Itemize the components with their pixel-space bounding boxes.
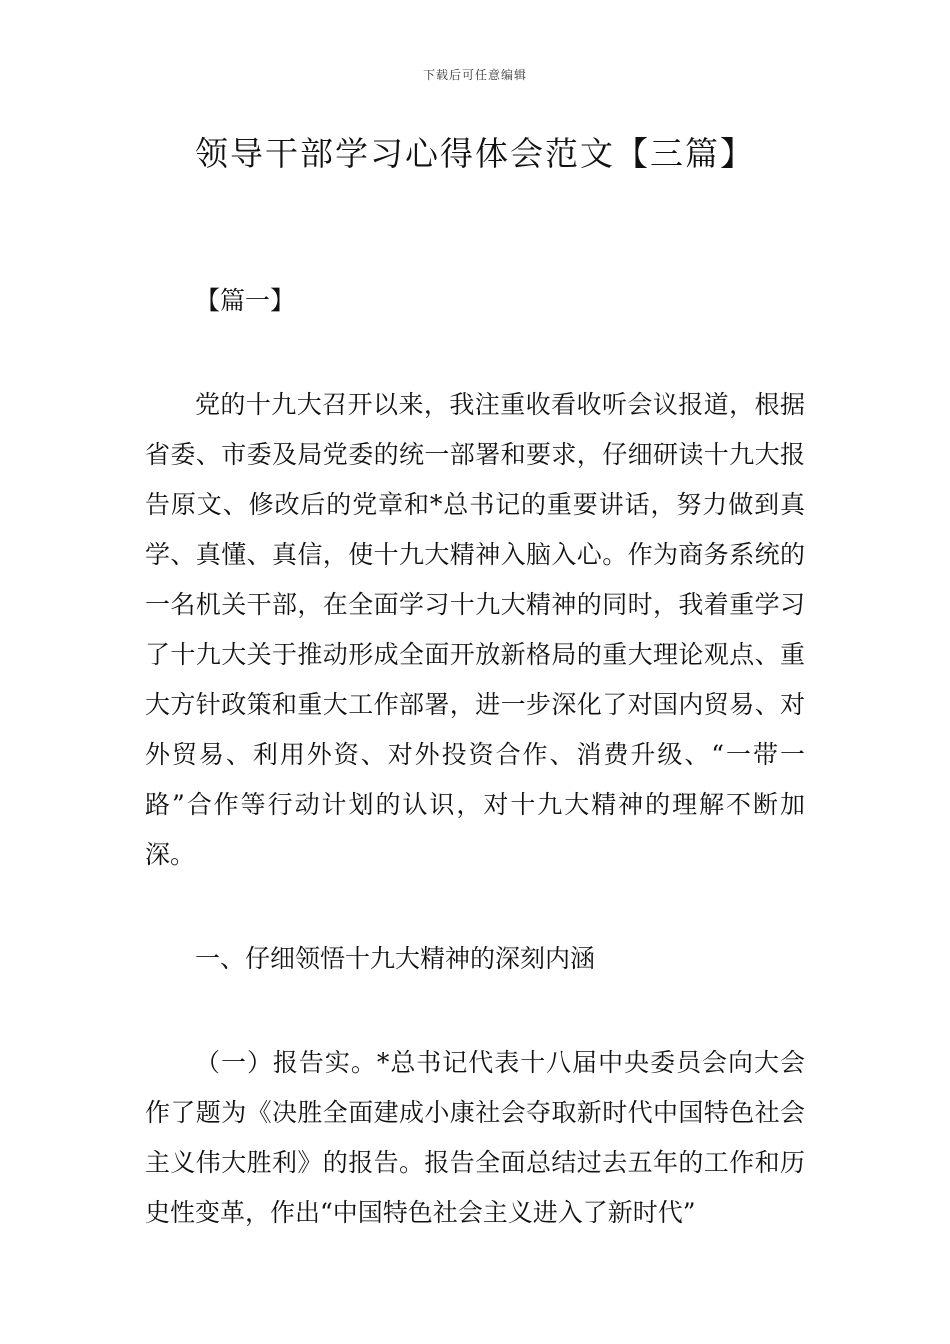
document-body [145, 276, 805, 1238]
section-heading: 一、仔细领悟十九大精神的深刻内涵 [195, 944, 596, 973]
intro-paragraph: 党的十九大召开以来，我注重收看收听会议报道，根据省委、市委及局党委的统一部署和要求，仔细研读十九大报告原文、修改后的党章和*总书记的重要讲话，努力做到真学、真懂、真信，使十九大精神入脑入心。作为商务系统的一名机关干部，在全面学习十九大精神的同时，我着重学习了十九大关于推动形成全面开放新格局的重大理论观点、重大方针政策和重大工作部署，进一步深化了对国内贸易、对外贸易、利用外资、对外投资合作、消费升级、“一带一路”合作等行动计划的认识，对十九大精神的理解不断加深。 [145, 390, 805, 869]
section-label: 【篇一】 [195, 286, 296, 315]
header-note: 下载后可任意编辑 [422, 68, 527, 82]
document-title: 领导干部学习心得体会范文【三篇】 [195, 134, 755, 173]
subsection-paragraph: （一）报告实。*总书记代表十八届中央委员会向大会作了题为《决胜全面建成小康社会夺取新时代中国特色社会主义伟大胜利》的报告。报告全面总结过去五年的工作和历史性变革，作出“中国特色社会主义进入了新时代” [145, 1048, 805, 1227]
